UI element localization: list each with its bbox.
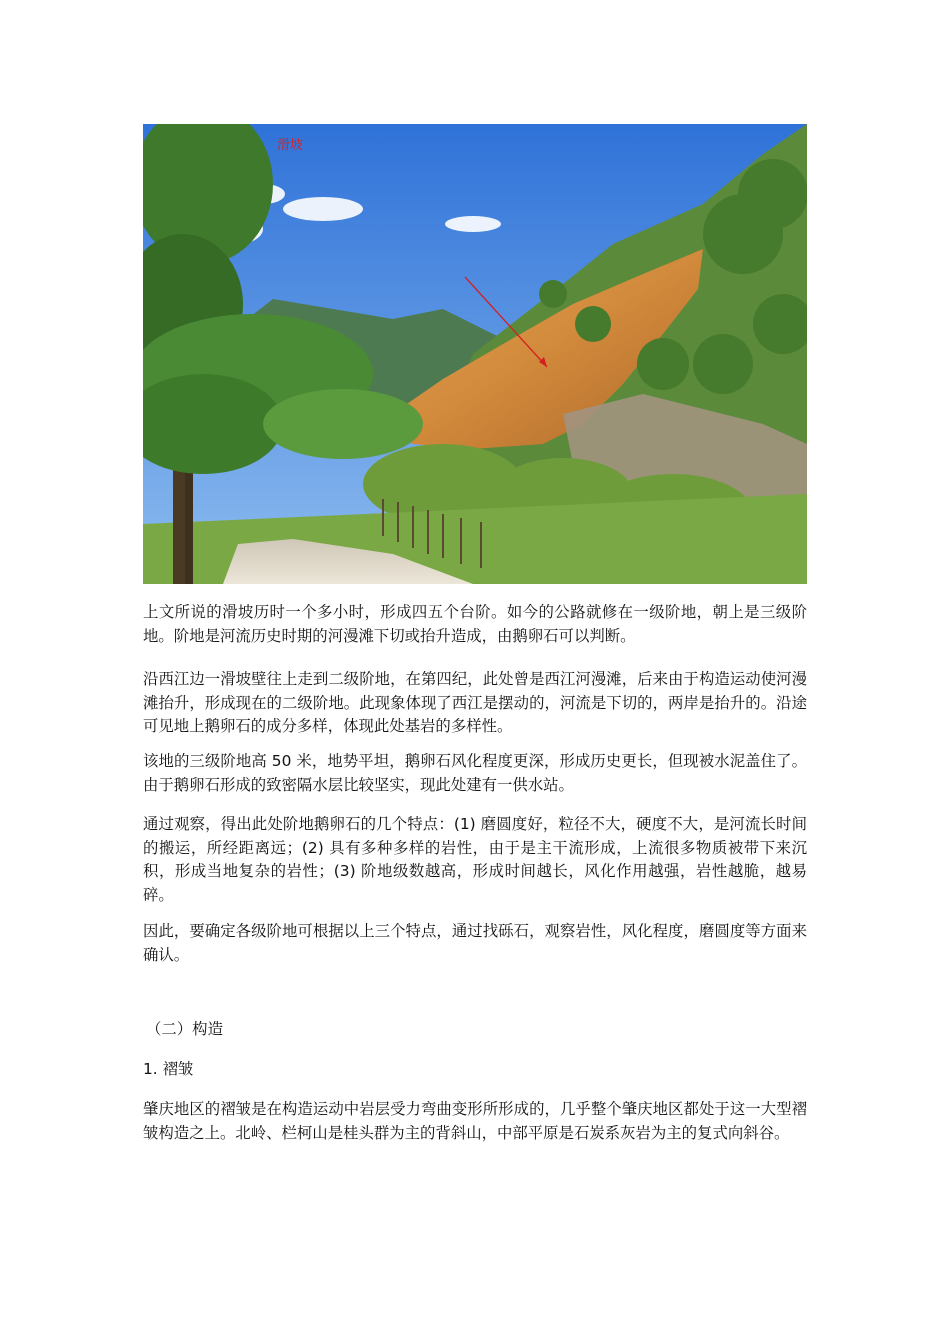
subsection-heading: 1. 褶皱	[143, 1060, 194, 1078]
section-heading: （二）构造	[146, 1020, 223, 1038]
landslide-label: 滑坡	[277, 138, 304, 153]
paragraph-4: 通过观察，得出此处阶地鹅卵石的几个特点：(1) 磨圆度好，粒径不大，硬度不大，是河流长时间的搬运，所经距离远；(2) 具有多种多样的岩性，由于是主干流形成，上流很多物质被带下来沉积，形成当地复杂的岩性；(3) 阶地级数越高，形成时间越长，风化作用越强，岩性越脆，越易碎。	[143, 815, 807, 904]
paragraph-6: 肇庆地区的褶皱是在构造运动中岩层受力弯曲变形所形成的，几乎整个肇庆地区都处于这一大型褶皱构造之上。北岭、栏柯山是桂头群为主的背斜山，中部平原是石炭系灰岩为主的复式向斜谷。	[143, 1100, 807, 1142]
landslide-photo	[143, 124, 807, 584]
paragraph-2: 沿西江边一滑坡壁往上走到二级阶地，在第四纪，此处曾是西江河漫滩，后来由于构造运动使河漫滩抬升，形成现在的二级阶地。此现象体现了西江是摆动的，河流是下切的，两岸是抬升的。沿途可见地上鹅卵石的成分多样，体现此处基岩的多样性。	[143, 670, 807, 735]
landslide-photo-drawing	[143, 124, 807, 584]
paragraph-1: 上文所说的滑坡历时一个多小时，形成四五个台阶。如今的公路就修在一级阶地，朝上是三级阶地。阶地是河流历史时期的河漫滩下切或抬升造成，由鹅卵石可以判断。	[143, 603, 807, 645]
paragraph-5: 因此，要确定各级阶地可根据以上三个特点，通过找砾石，观察岩性，风化程度，磨圆度等方面来确认。	[143, 922, 807, 964]
paragraph-3: 该地的三级阶地高 50 米，地势平坦，鹅卵石风化程度更深，形成历史更长，但现被水泥盖住了。由于鹅卵石形成的致密隔水层比较坚实，现此处建有一供水站。	[143, 752, 807, 794]
